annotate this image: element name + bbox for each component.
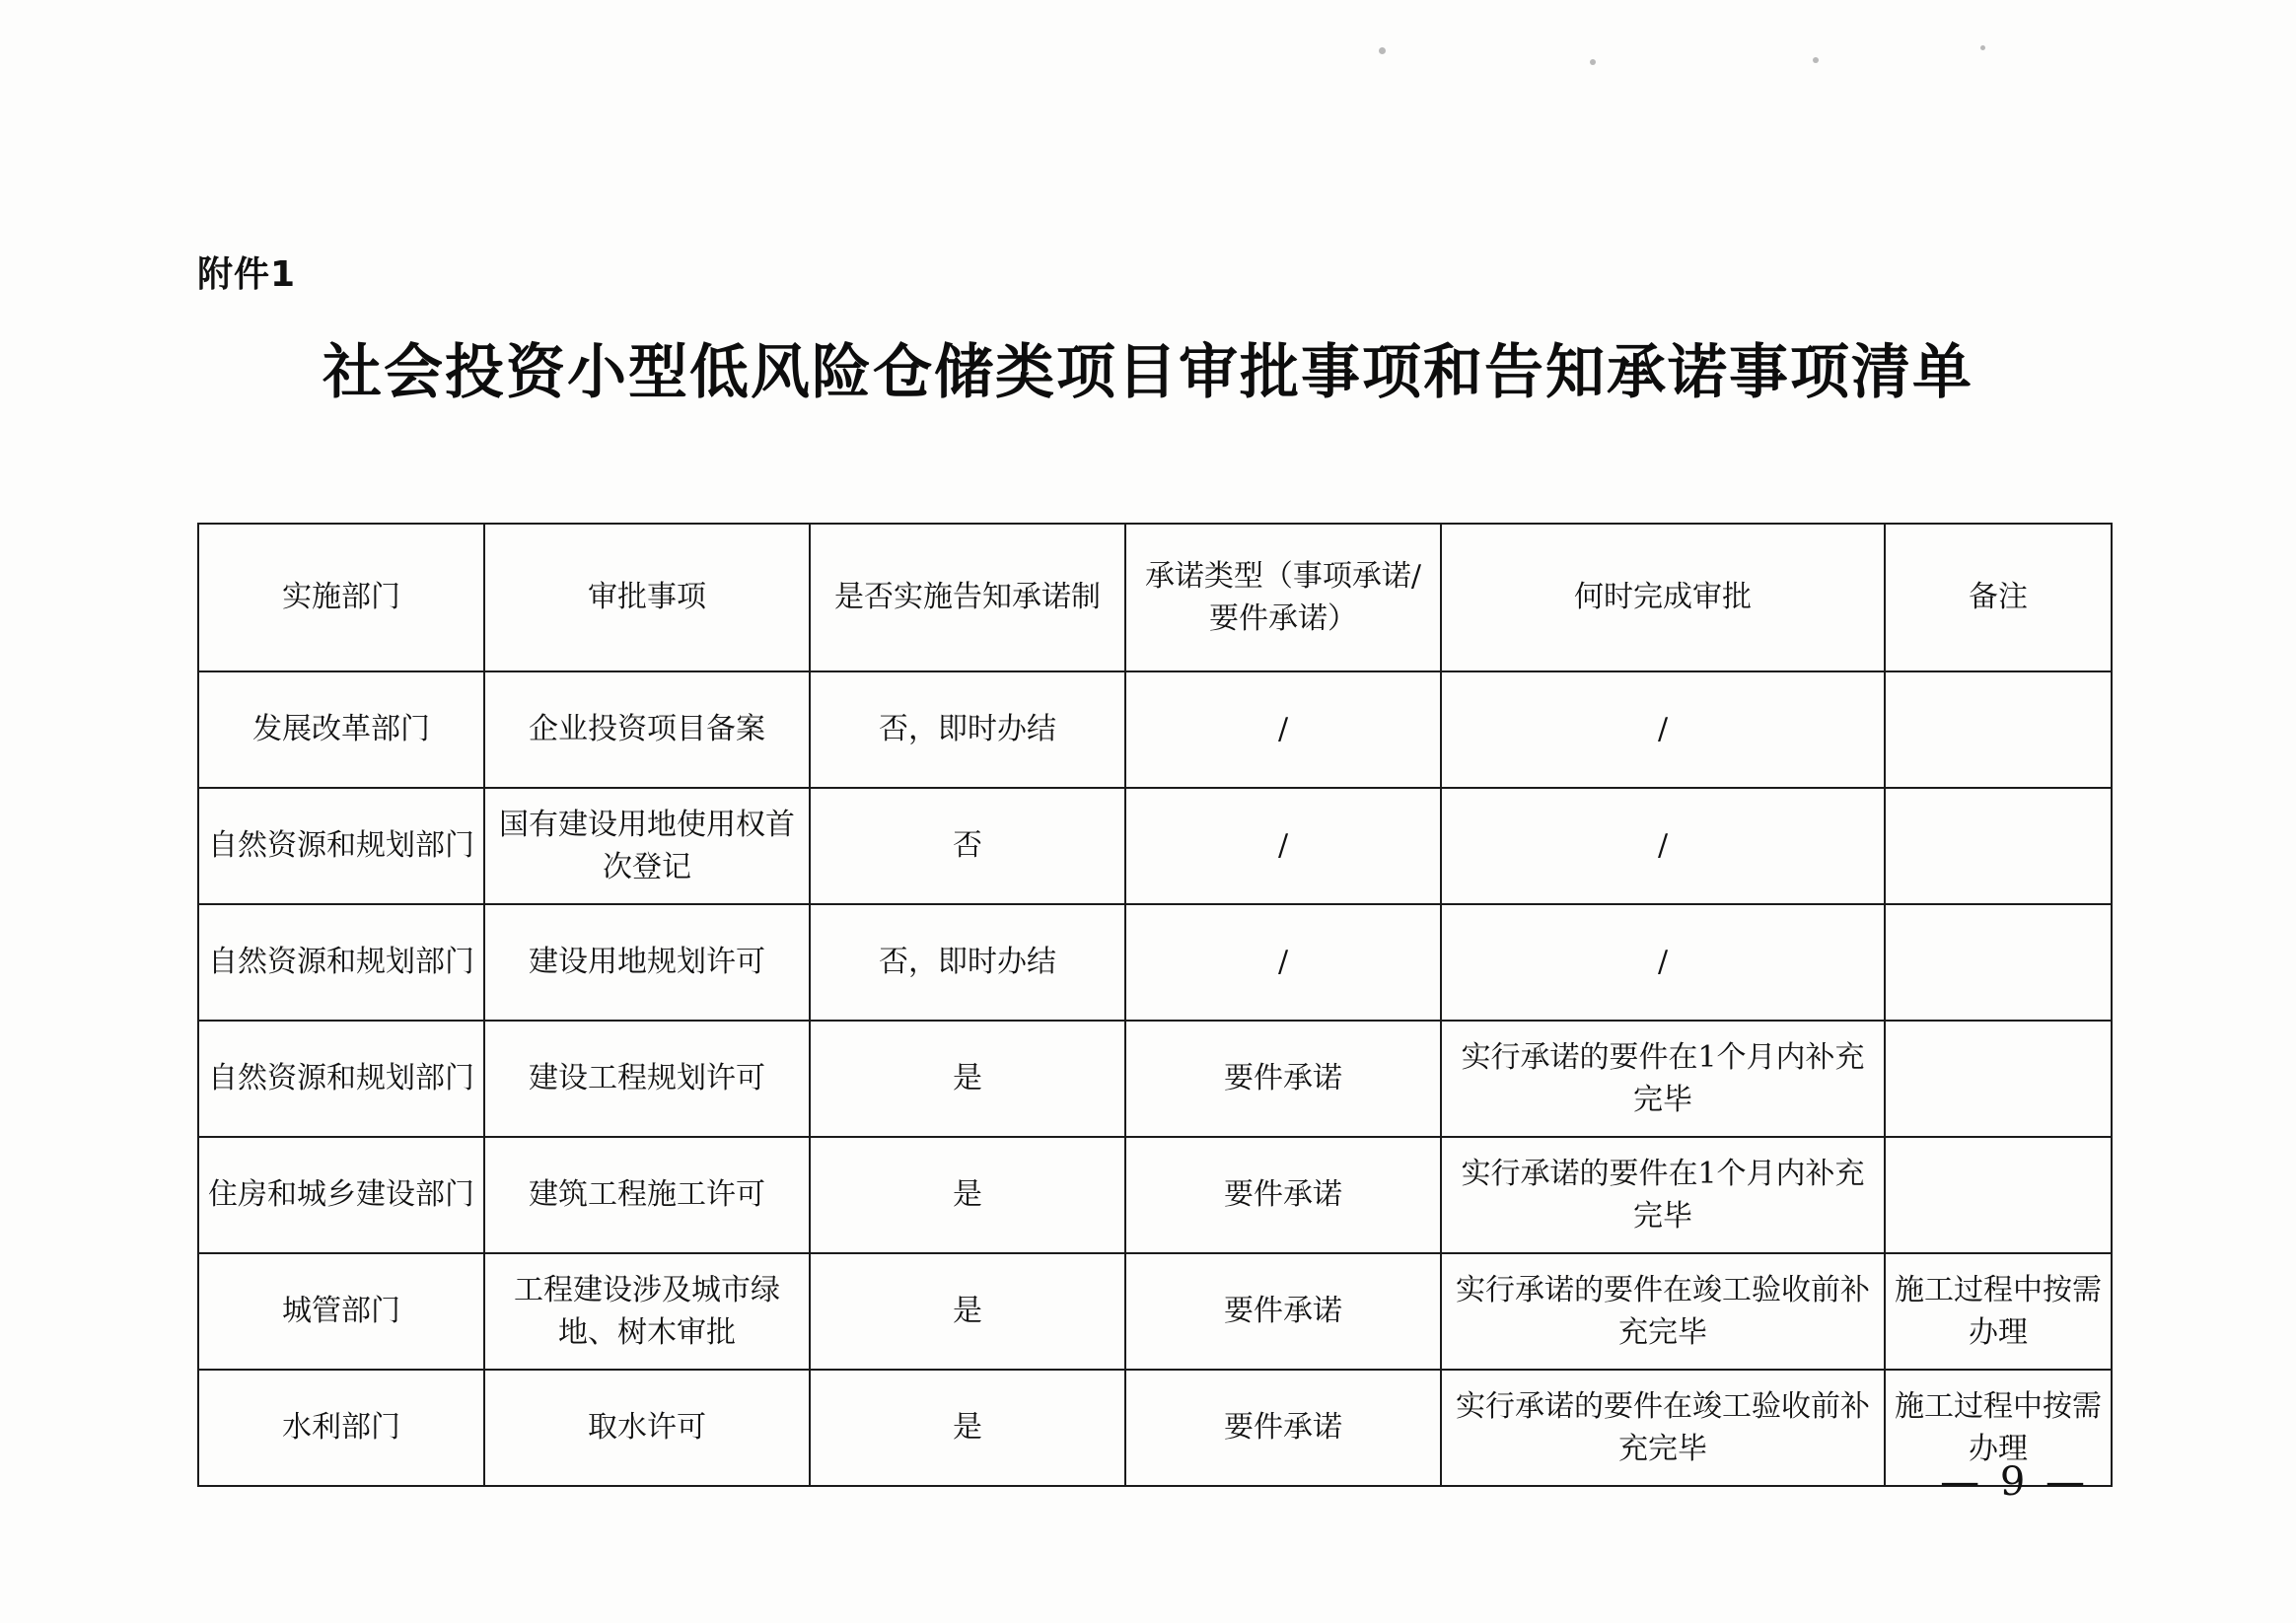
attachment-label: 附件1 bbox=[197, 254, 297, 295]
cell-item: 建设工程规划许可 bbox=[484, 1021, 810, 1137]
cell-remark bbox=[1885, 788, 2112, 904]
cell-department: 水利部门 bbox=[198, 1370, 484, 1486]
cell-completion-time: 实行承诺的要件在竣工验收前补充完毕 bbox=[1441, 1370, 1885, 1486]
cell-item: 工程建设涉及城市绿地、树木审批 bbox=[484, 1253, 810, 1370]
scan-speck bbox=[1980, 45, 1985, 50]
table-header-row bbox=[198, 524, 2112, 671]
cell-remark bbox=[1885, 904, 2112, 1021]
cell-remark bbox=[1885, 671, 2112, 788]
page-title: 社会投资小型低风险仓储类项目审批事项和告知承诺事项清单 bbox=[323, 338, 1973, 407]
table-row bbox=[198, 904, 2112, 1021]
cell-completion-time: 实行承诺的要件在竣工验收前补充完毕 bbox=[1441, 1253, 1885, 1370]
scan-speck bbox=[1379, 47, 1386, 54]
cell-department: 自然资源和规划部门 bbox=[198, 1021, 484, 1137]
cell-completion-time: / bbox=[1441, 788, 1885, 904]
cell-completion-time: / bbox=[1441, 671, 1885, 788]
table-row bbox=[198, 1370, 2112, 1486]
cell-completion-time: 实行承诺的要件在1个月内补充完毕 bbox=[1441, 1021, 1885, 1137]
cell-commitment-type: 要件承诺 bbox=[1125, 1021, 1441, 1137]
cell-commitment-type: 要件承诺 bbox=[1125, 1370, 1441, 1486]
cell-remark: 施工过程中按需办理 bbox=[1885, 1253, 2112, 1370]
cell-commitment-applied: 是 bbox=[810, 1021, 1125, 1137]
cell-item: 取水许可 bbox=[484, 1370, 810, 1486]
column-header-remark: 备注 bbox=[1885, 524, 2112, 671]
cell-remark: 施工过程中按需办理 bbox=[1885, 1370, 2112, 1486]
table-row bbox=[198, 788, 2112, 904]
approval-items-table bbox=[197, 523, 2113, 1487]
cell-item: 建筑工程施工许可 bbox=[484, 1137, 810, 1253]
cell-completion-time: / bbox=[1441, 904, 1885, 1021]
scan-speck bbox=[1590, 59, 1596, 65]
cell-commitment-applied: 否，即时办结 bbox=[810, 904, 1125, 1021]
cell-commitment-type: / bbox=[1125, 788, 1441, 904]
cell-item: 建设用地规划许可 bbox=[484, 904, 810, 1021]
column-header-item: 审批事项 bbox=[484, 524, 810, 671]
cell-remark bbox=[1885, 1021, 2112, 1137]
cell-commitment-applied: 是 bbox=[810, 1370, 1125, 1486]
cell-department: 住房和城乡建设部门 bbox=[198, 1137, 484, 1253]
column-header-department: 实施部门 bbox=[198, 524, 484, 671]
cell-item: 企业投资项目备案 bbox=[484, 671, 810, 788]
cell-commitment-applied: 是 bbox=[810, 1253, 1125, 1370]
table-row bbox=[198, 1253, 2112, 1370]
cell-commitment-type: 要件承诺 bbox=[1125, 1137, 1441, 1253]
column-header-commitment-applied: 是否实施告知承诺制 bbox=[810, 524, 1125, 671]
cell-commitment-type: / bbox=[1125, 904, 1441, 1021]
table-row bbox=[198, 1021, 2112, 1137]
approval-items-table-container bbox=[197, 523, 2111, 1487]
cell-commitment-applied: 否 bbox=[810, 788, 1125, 904]
table-row bbox=[198, 671, 2112, 788]
cell-department: 自然资源和规划部门 bbox=[198, 788, 484, 904]
cell-department: 城管部门 bbox=[198, 1253, 484, 1370]
cell-commitment-applied: 是 bbox=[810, 1137, 1125, 1253]
cell-commitment-applied: 否，即时办结 bbox=[810, 671, 1125, 788]
table-row bbox=[198, 1137, 2112, 1253]
cell-department: 自然资源和规划部门 bbox=[198, 904, 484, 1021]
cell-remark bbox=[1885, 1137, 2112, 1253]
cell-department: 发展改革部门 bbox=[198, 671, 484, 788]
page-number: — 9 — bbox=[1940, 1459, 2089, 1505]
cell-commitment-type: / bbox=[1125, 671, 1441, 788]
cell-item: 国有建设用地使用权首次登记 bbox=[484, 788, 810, 904]
scan-speck bbox=[1813, 57, 1819, 63]
column-header-completion-time: 何时完成审批 bbox=[1441, 524, 1885, 671]
cell-commitment-type: 要件承诺 bbox=[1125, 1253, 1441, 1370]
column-header-commitment-type: 承诺类型（事项承诺/要件承诺） bbox=[1125, 524, 1441, 671]
cell-completion-time: 实行承诺的要件在1个月内补充完毕 bbox=[1441, 1137, 1885, 1253]
